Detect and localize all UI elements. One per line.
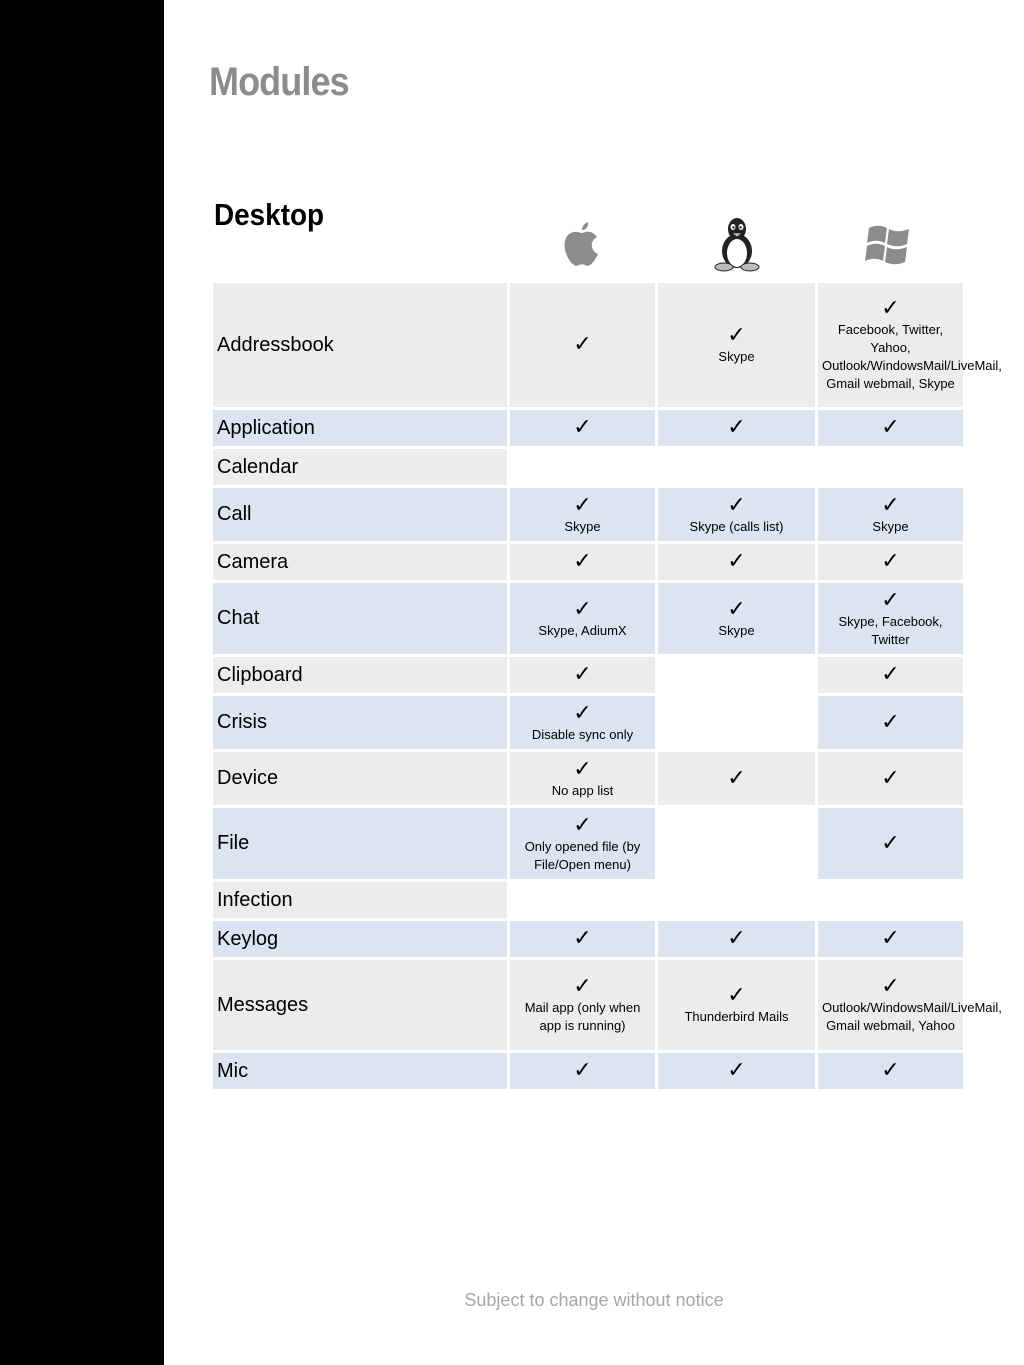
check-icon: ✓ (881, 587, 900, 613)
support-cell (510, 696, 655, 749)
empty-cell (658, 449, 815, 485)
support-cell (818, 752, 963, 805)
check-icon: ✓ (573, 756, 592, 782)
support-cell (510, 1053, 655, 1089)
support-note: Thunderbird Mails (684, 1009, 789, 1024)
support-note: Skype (718, 622, 755, 638)
linux-icon (713, 216, 761, 272)
empty-cell (818, 449, 963, 485)
check-icon: ✓ (573, 492, 592, 518)
apple-icon (557, 216, 605, 272)
table-row (213, 696, 963, 749)
empty-cell (510, 449, 655, 485)
module-name: Crisis (213, 696, 507, 749)
support-note: Facebook, Twitter, Yahoo, Outlook/WindowsMail/LiveMail, Gmail webmail, Skype (822, 322, 1002, 391)
check-icon: ✓ (881, 296, 900, 321)
support-cell (658, 583, 815, 654)
table-row (213, 449, 963, 485)
check-icon: ✓ (727, 983, 746, 1008)
check-icon: ✓ (727, 549, 746, 574)
module-name: Addressbook (213, 283, 507, 407)
check-icon: ✓ (573, 596, 592, 622)
module-name: Messages (213, 960, 507, 1050)
support-cell (510, 808, 655, 879)
support-cell (510, 657, 655, 693)
support-note: Skype (718, 349, 755, 364)
support-note: No app list (551, 782, 614, 798)
support-cell (818, 921, 963, 957)
empty-cell (658, 808, 815, 879)
module-name: Application (213, 410, 507, 446)
support-note: Skype (872, 518, 909, 534)
table-row (213, 283, 963, 407)
support-cell (658, 410, 815, 446)
support-note: Skype (calls list) (689, 518, 784, 534)
support-cell (510, 410, 655, 446)
support-cell (818, 283, 1002, 407)
check-icon: ✓ (727, 765, 746, 791)
table-row (213, 921, 963, 957)
support-cell (510, 752, 655, 805)
table-row (213, 488, 963, 541)
table-row (213, 1053, 963, 1089)
check-icon: ✓ (881, 415, 900, 440)
check-icon: ✓ (573, 549, 592, 574)
check-icon: ✓ (881, 709, 900, 735)
check-icon: ✓ (881, 974, 900, 999)
check-icon: ✓ (727, 596, 746, 622)
check-icon: ✓ (881, 549, 900, 574)
check-icon: ✓ (727, 492, 746, 518)
check-icon: ✓ (881, 662, 900, 687)
check-icon: ✓ (727, 926, 746, 951)
table-row (213, 752, 963, 805)
module-name: Call (213, 488, 507, 541)
support-cell (818, 1053, 963, 1089)
support-cell (818, 696, 963, 749)
check-icon: ✓ (573, 974, 592, 999)
table-row (213, 960, 963, 1050)
empty-cell (818, 882, 963, 918)
support-note: Skype, Facebook, Twitter (838, 613, 943, 647)
support-cell (818, 657, 963, 693)
check-icon: ✓ (881, 926, 900, 951)
support-cell (510, 583, 655, 654)
support-cell (510, 921, 655, 957)
support-cell (658, 544, 815, 580)
check-icon: ✓ (881, 1058, 900, 1083)
table-row (213, 657, 963, 693)
check-icon: ✓ (881, 765, 900, 791)
support-cell (658, 960, 815, 1050)
support-cell (818, 808, 963, 879)
section-title: Desktop (214, 197, 325, 232)
support-note: Outlook/WindowsMail/LiveMail, Gmail webmail, Yahoo (822, 1000, 1002, 1033)
modules-table (210, 280, 1002, 1092)
module-name: Chat (213, 583, 507, 654)
module-name: Keylog (213, 921, 507, 957)
support-cell (658, 921, 815, 957)
support-cell (510, 283, 655, 407)
check-icon: ✓ (573, 415, 592, 440)
check-icon: ✓ (573, 662, 592, 687)
support-cell (818, 410, 963, 446)
module-name: File (213, 808, 507, 879)
check-icon: ✓ (881, 830, 900, 856)
support-cell (658, 752, 815, 805)
empty-cell (658, 882, 815, 918)
support-note: Disable sync only (531, 726, 634, 742)
page-title: Modules (209, 60, 349, 104)
support-cell (818, 488, 963, 541)
module-name: Mic (213, 1053, 507, 1089)
footer-note: Subject to change without notice (464, 1290, 724, 1310)
module-name: Device (213, 752, 507, 805)
support-cell (818, 960, 1002, 1050)
check-icon: ✓ (881, 492, 900, 518)
support-cell (510, 488, 655, 541)
support-cell (658, 283, 815, 407)
support-cell (658, 1053, 815, 1089)
windows-icon (865, 216, 913, 272)
support-cell (658, 488, 815, 541)
table-row (213, 544, 963, 580)
table-row (213, 882, 963, 918)
module-name: Clipboard (213, 657, 507, 693)
check-icon: ✓ (573, 1058, 592, 1083)
check-icon: ✓ (727, 323, 746, 348)
table-row (213, 808, 963, 879)
check-icon: ✓ (573, 700, 592, 726)
module-name: Calendar (213, 449, 507, 485)
table-row (213, 583, 963, 654)
table-row (213, 410, 963, 446)
module-name: Camera (213, 544, 507, 580)
support-cell (818, 544, 963, 580)
empty-cell (658, 657, 815, 693)
check-icon: ✓ (573, 926, 592, 951)
support-cell (510, 960, 655, 1050)
check-icon: ✓ (727, 1058, 746, 1083)
check-icon: ✓ (573, 812, 592, 838)
check-icon: ✓ (573, 332, 592, 357)
empty-cell (658, 696, 815, 749)
support-note: Skype (564, 518, 601, 534)
support-note: Skype, AdiumX (538, 622, 627, 638)
support-note: Mail app (only when app is running) (524, 1000, 641, 1033)
empty-cell (510, 882, 655, 918)
module-name: Infection (213, 882, 507, 918)
check-icon: ✓ (727, 415, 746, 440)
support-note: Only opened file (by File/Open menu) (524, 838, 641, 872)
left-black-band (0, 0, 164, 1365)
support-cell (510, 544, 655, 580)
support-cell (818, 583, 963, 654)
